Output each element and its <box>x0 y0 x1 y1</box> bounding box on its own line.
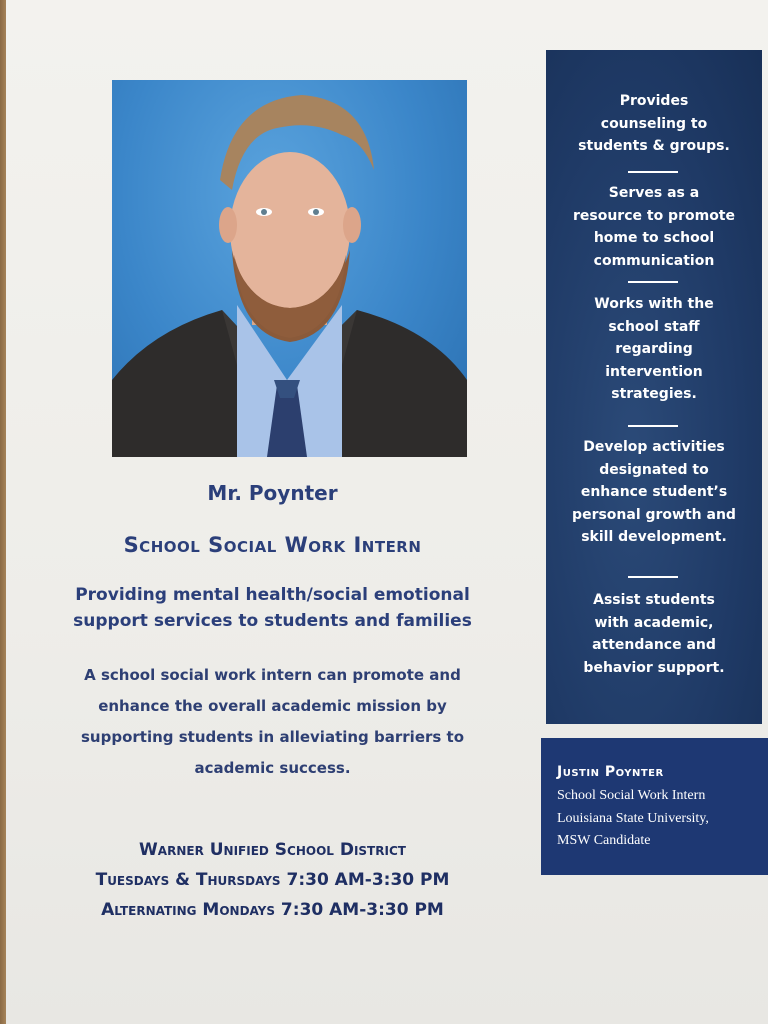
card-name: Justin Poynter <box>557 764 664 780</box>
service-item-resource <box>554 182 754 272</box>
card-school: Louisiana State University, <box>557 811 709 826</box>
tagline-line: Providing mental health/social emotional <box>75 585 470 605</box>
portrait-photo <box>112 80 467 457</box>
service-line: regarding <box>615 341 693 357</box>
services-sidebar <box>546 50 762 724</box>
divider <box>628 425 678 427</box>
service-line: designated to <box>599 461 709 478</box>
district-name: Warner Unified School District <box>139 840 406 860</box>
card-degree: MSW Candidate <box>557 833 651 848</box>
service-line: home to school <box>593 230 715 246</box>
intern-name: Mr. Poynter <box>207 481 338 505</box>
description-line: supporting students in alleviating barriers to <box>80 728 465 746</box>
intern-card <box>541 738 768 875</box>
schedule-line: Tuesdays & Thursdays 7:30 AM-3:30 PM <box>95 870 450 890</box>
service-line: resource to promote <box>572 207 735 224</box>
service-line: strategies. <box>611 386 697 402</box>
service-item-activities <box>554 436 754 549</box>
description-line: A school social work intern can promote and <box>84 666 461 684</box>
portrait-illustration <box>112 80 467 457</box>
service-line: Works with the <box>594 296 714 312</box>
service-item-assist <box>554 589 754 679</box>
description <box>0 660 545 784</box>
service-line: counseling to <box>600 115 708 132</box>
service-line: attendance and <box>592 637 716 653</box>
divider <box>628 576 678 578</box>
service-line: Develop activities <box>583 439 725 455</box>
service-line: school staff <box>608 318 700 335</box>
schedule-line: Alternating Mondays 7:30 AM-3:30 PM <box>101 900 444 920</box>
divider <box>628 171 678 173</box>
intern-role: School Social Work Intern <box>123 533 422 557</box>
description-line: academic success. <box>194 759 351 777</box>
service-item-staff <box>554 293 754 406</box>
description-line: enhance the overall academic mission by <box>98 697 447 715</box>
service-item-counseling <box>554 90 754 158</box>
service-line: enhance student’s <box>580 484 728 500</box>
tagline <box>0 582 545 634</box>
divider <box>628 281 678 283</box>
service-line: students & groups. <box>578 138 730 154</box>
service-line: Assist students <box>593 592 715 608</box>
service-line: intervention <box>605 363 703 380</box>
service-line: Serves as a <box>608 185 700 201</box>
service-line: behavior support. <box>583 659 725 676</box>
service-line: skill development. <box>581 529 727 545</box>
service-line: personal growth and <box>572 506 736 523</box>
service-line: communication <box>593 252 715 269</box>
tagline-line: support services to students and families <box>73 611 472 631</box>
card-title: School Social Work Intern <box>557 788 706 803</box>
service-line: with academic, <box>594 614 714 631</box>
service-line: Provides <box>619 93 689 109</box>
